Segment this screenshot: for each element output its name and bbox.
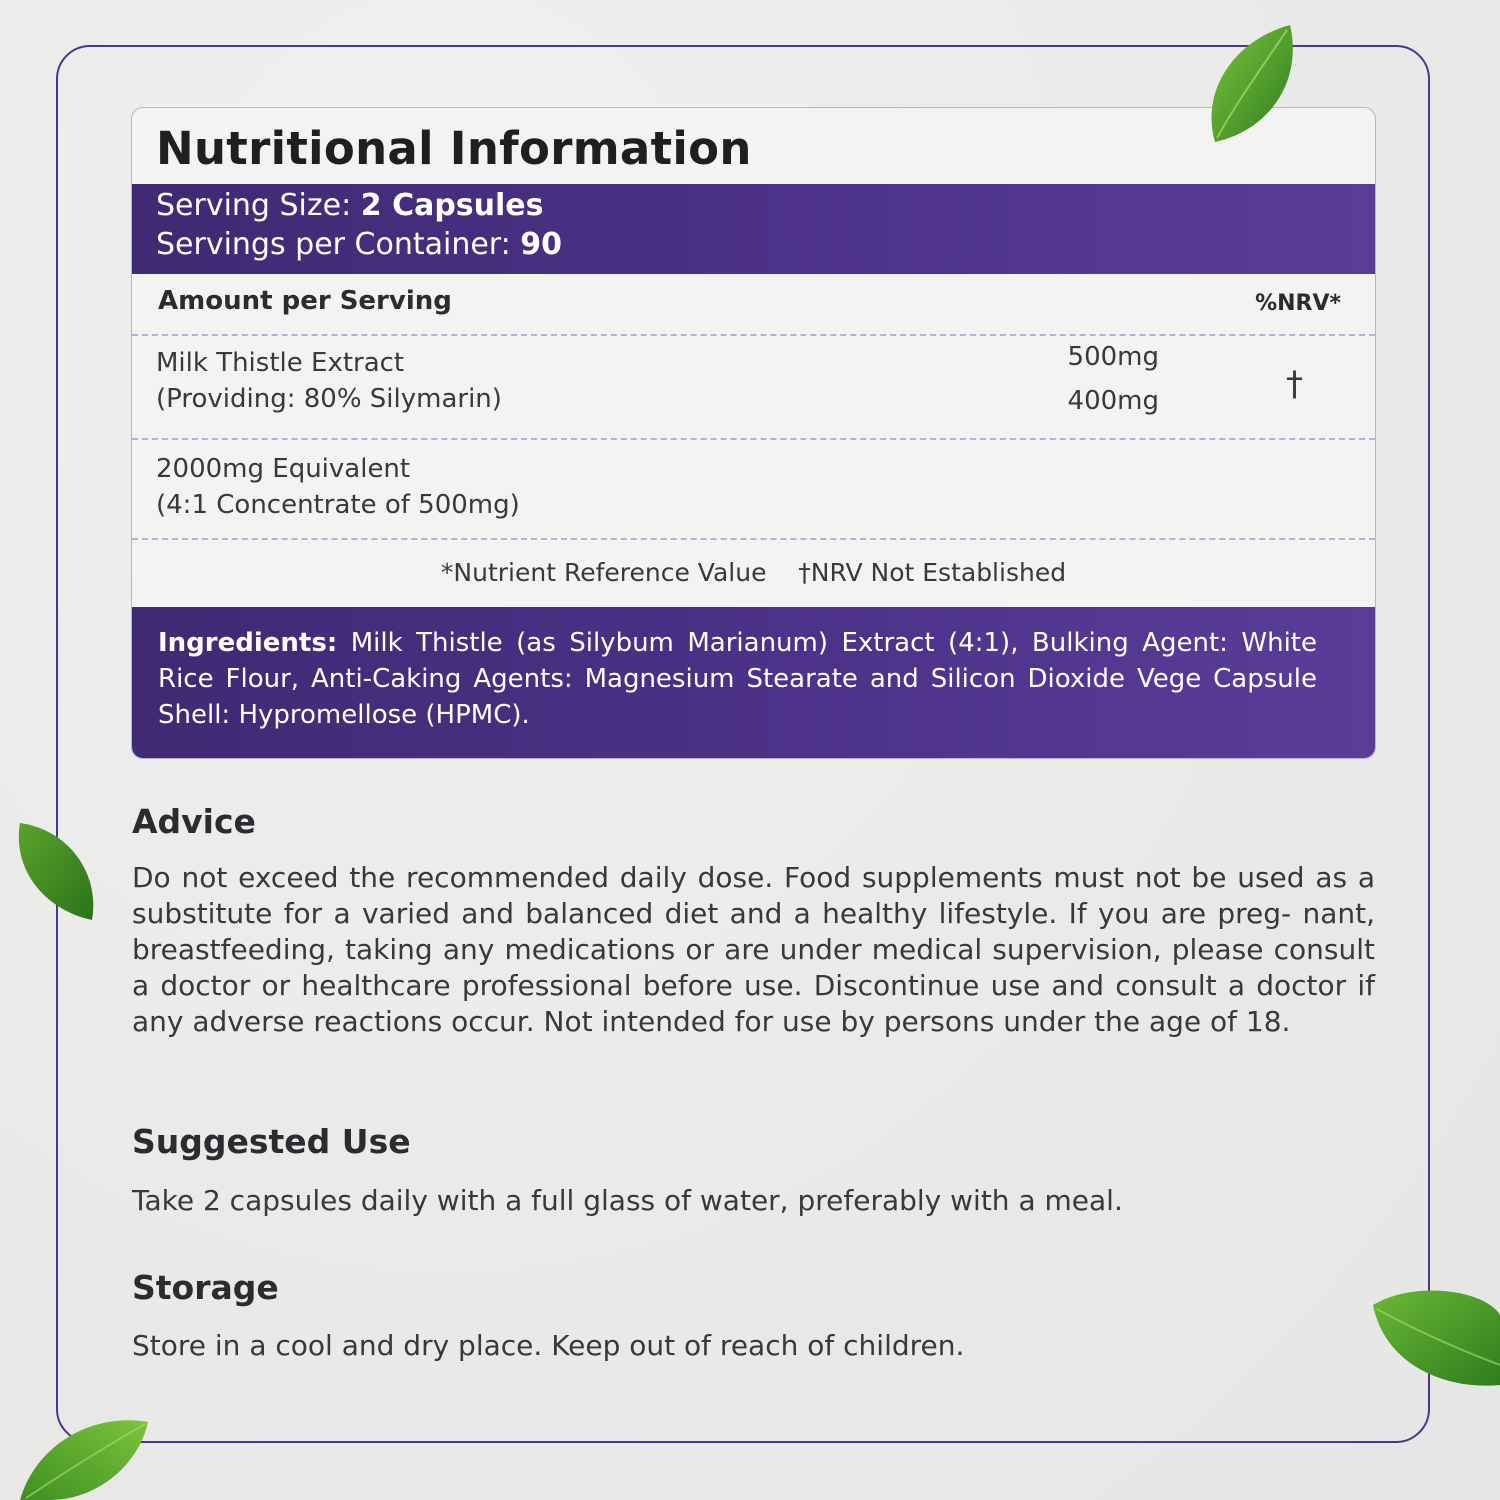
amount-per-serving-header: Amount per Serving xyxy=(158,286,452,316)
serving-size-value: 2 Capsules xyxy=(360,188,544,223)
storage-title: Storage xyxy=(132,1268,279,1307)
suggested-use-text: Take 2 capsules daily with a full glass of water, preferably with a meal. xyxy=(132,1184,1123,1217)
panel-title: Nutritional Information xyxy=(156,122,752,175)
servings-per-container-label: Servings per Container: xyxy=(156,227,521,262)
nrv-header: %NRV* xyxy=(1255,291,1341,316)
divider xyxy=(132,334,1375,336)
ingredients-text: Milk Thistle (as Silybum Marianum) Extract (4:1), Bulking Agent: White Rice Flour, Anti-Caking Agents: Magnesium Stearate and Silicon Dioxide Vege Capsule Shell: Hypromellose (HPMC). xyxy=(158,628,1317,730)
row-1-amount-2: 400mg xyxy=(1067,386,1159,416)
servings-per-container-value: 90 xyxy=(520,227,562,262)
advice-text: Do not exceed the recommended daily dose. Food supplements must not be used as a substitute for a varied and balanced diet and a healthy lifestyle. If you are preg- nant, breastfeeding, taking any medications or are under medical supervision, please consult a doctor or healthcare professional before use. Discontinue use and consult a doctor if any adverse reactions occur. Not intended for use by persons under the age of 18. xyxy=(132,861,1375,1038)
divider xyxy=(132,438,1375,440)
serving-size-label: Serving Size: xyxy=(156,188,361,223)
leaf-icon xyxy=(10,1412,150,1500)
row-1-line-2: (Providing: 80% Silymarin) xyxy=(156,384,502,414)
nutrition-panel xyxy=(131,107,1376,759)
leaf-icon xyxy=(1365,1285,1500,1395)
servings-per-container xyxy=(156,227,562,262)
ingredients-band xyxy=(132,607,1375,759)
leaf-icon xyxy=(1195,20,1305,150)
footnote: *Nutrient Reference Value †NRV Not Established xyxy=(440,558,1067,587)
serving-size xyxy=(156,188,544,223)
row-2-line-2: (4:1 Concentrate of 500mg) xyxy=(156,490,520,520)
row-2-line-1: 2000mg Equivalent xyxy=(156,454,411,484)
storage-text: Store in a cool and dry place. Keep out of reach of children. xyxy=(132,1329,965,1362)
suggested-use-title: Suggested Use xyxy=(132,1122,411,1161)
advice-title: Advice xyxy=(132,802,256,841)
divider xyxy=(132,538,1375,540)
serving-band xyxy=(132,184,1375,274)
ingredients-label: Ingredients: xyxy=(158,628,338,658)
row-1-amount-1: 500mg xyxy=(1067,342,1159,372)
row-1-nrv: † xyxy=(1286,364,1303,404)
row-1-line-1: Milk Thistle Extract xyxy=(156,348,405,378)
leaf-icon xyxy=(10,815,100,925)
